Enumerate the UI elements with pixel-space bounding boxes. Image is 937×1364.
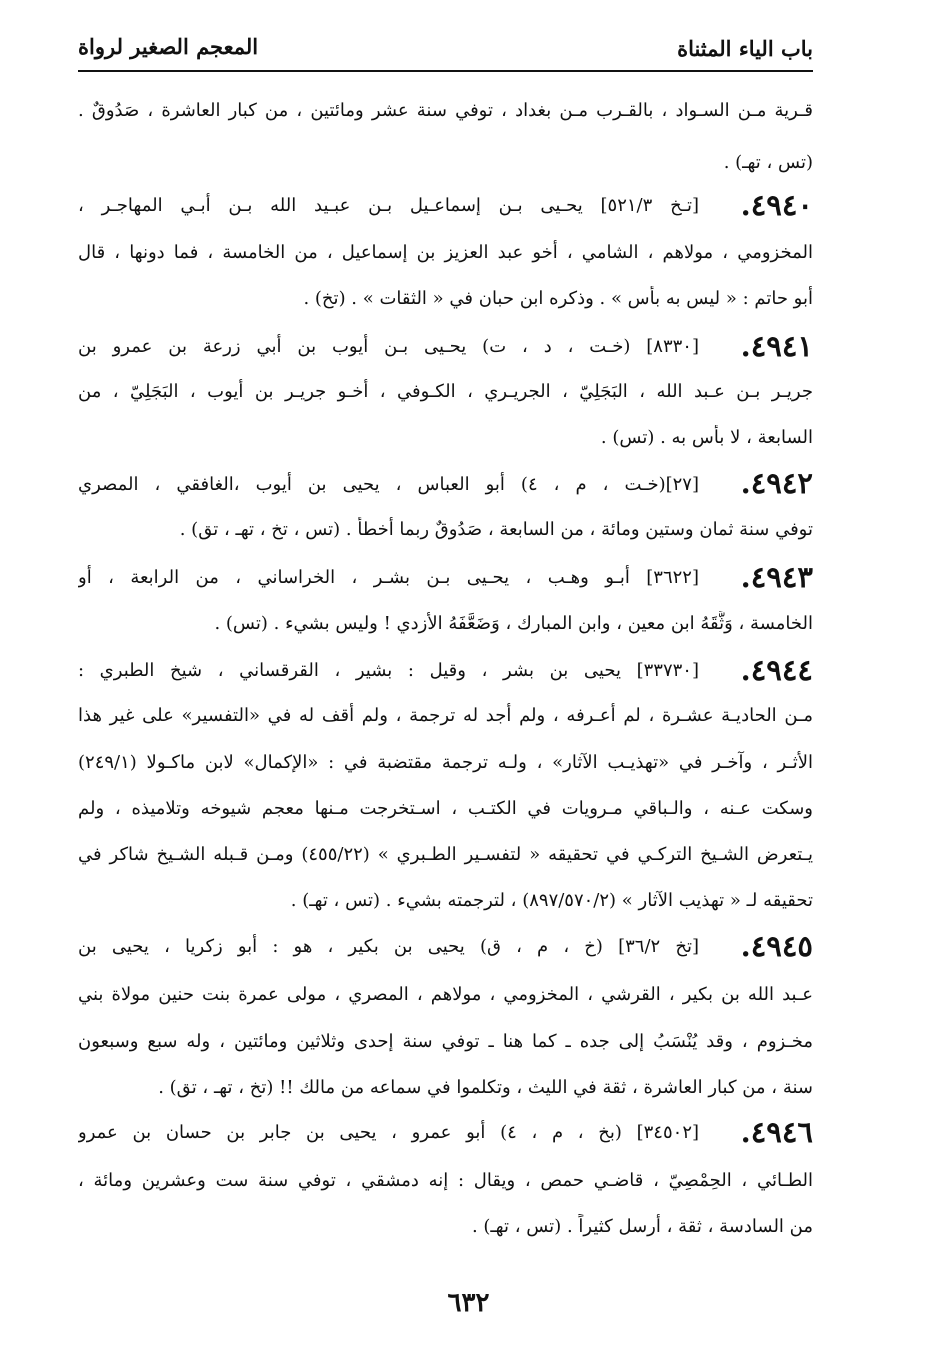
- text-line: جريـر بـن عـبد الله ، البَجَلِيّ ، الجريـري ، الكـوفي ، أخـو جريـر بن أيوب ، البَجَلِيّ ، من: [78, 381, 813, 402]
- text-line: تحقيقه لـ « تهذيب الآثار » (٨٩٧/٥٧٠/٢) ، لترجمته بشيء . (تس ، تهـ) .: [290, 890, 813, 911]
- text-line: الأثـر ، وآخـر في «تهذيـب الآثار» ، ولـه ترجمة مقتضبة في : «الإكمال» لابن ماكـولا (٢٤٩/١): [78, 752, 813, 773]
- text-line: [٨٣٣٠] (خـت ، د ، ت) يحـيى بـن أيوب بن أبي زرعة بن عمرو بن: [78, 336, 699, 357]
- entry-number: ٤٩٤٢.: [740, 466, 813, 500]
- text-line: وسكت عـنه ، والـباقي مـرويات في الكتـب ، اسـتخرجت مـنها معجم شيوخه وتلاميذه ، ولم: [78, 798, 813, 819]
- entry-number: ٤٩٤٠.: [740, 188, 813, 222]
- text-line: الخامسة ، وَثَّقَهُ ابن معين ، وابن المبارك ، وَضَعَّفَهُ الأزدي ! وليس بشيء . (تس) .: [214, 613, 813, 634]
- text-line: (تس ، تهـ) .: [723, 152, 813, 173]
- text-line: يـتعرض الشـيخ التركـي في تحقيقه « لتفسـير الطـبري » (٤٥٥/٢٢) ومـن قـبله الشـيخ شاكر في: [78, 844, 813, 865]
- entry-number: ٤٩٤٣.: [740, 560, 813, 594]
- text-line: الطـائي ، الحِمْصِيّ ، قاضـي حمص ، ويقال : إنه دمشقي ، توفي سنة ست وعشرين ومائة ،: [78, 1170, 813, 1191]
- entry-number: ٤٩٤١.: [740, 329, 813, 363]
- text-line: السابعة ، لا بأس به . (تس) .: [600, 427, 813, 448]
- text-line: أبو حاتم : « ليس به بأس » . وذكره ابن حبان في « الثقات » . (تخ) .: [303, 288, 813, 309]
- entry-number: ٤٩٤٦.: [740, 1115, 813, 1149]
- text-line: [٢٧](خـت ، م ، ٤) أبو العباس ، يحيى بن أيوب ،الغافقي ، المصري: [78, 474, 699, 495]
- entry-number: ٤٩٤٤.: [740, 653, 813, 687]
- text-line: [٣٣٧٣٠] يحيى بن بشر ، وقيل : بشير ، القرقساني ، شيخ الطبري :: [78, 660, 699, 681]
- text-line: توفي سنة ثمان وستين ومائة ، من السابعة ، صَدُوقٌ ربما أخطأ . (تس ، تخ ، تهـ ، تق) .: [179, 519, 813, 540]
- text-line: [٣٤٥٠٢] (بخ ، م ، ٤) أبو عمرو ، يحيى بن جابر بن حسان بن عمرو: [78, 1122, 699, 1143]
- text-line: [تخ ٣٦/٢] (خ ، م ، ق) يحيى بن بكير ، هو : أبو زكريا ، يحيى بن: [78, 936, 699, 957]
- text-line: [تـخ ٥٢١/٣] يحـيى بـن إسماعـيل بـن عبـيد الله بـن أبـي المهاجـر ،: [78, 195, 699, 216]
- page-number: ٦٣٢: [447, 1288, 490, 1318]
- text-line: قـرية مـن السـواد ، بالقـرب مـن بغداد ، توفي سنة عشر ومائتين ، من كبار العاشرة ، صَدُوقٌ .: [78, 100, 813, 121]
- book-title: المعجم الصغير لرواة: [78, 34, 259, 59]
- chapter-title: باب الياء المثناة: [677, 36, 813, 61]
- text-line: سنة ، من كبار العاشرة ، ثقة في الليث ، وتكلموا في سماعه من مالك !! (تخ ، تهـ ، تق) .: [158, 1077, 813, 1098]
- text-line: مخـزوم ، وقد يُنْسَبُ إلى جده ـ كما هنا ـ توفي سنة إحدى وثلاثين ومائتين ، وله سبع وسبعون: [78, 1031, 813, 1052]
- running-header: [78, 30, 813, 72]
- text-line: مـن الحاديـة عشـرة ، لم أعـرفه ، ولم أجد له ترجمة ، ولم أقف له في «التفسير» على غير هذا: [78, 705, 813, 726]
- text-line: [٣٦٢٢] أبـو وهـب ، يحـيى بـن بشـر ، الخراساني ، من الرابعة ، أو: [78, 567, 699, 588]
- text-line: المخزومي ، مولاهم ، الشامي ، أخو عبد العزيز بن إسماعيل ، من الخامسة ، فما دونها ، قال: [78, 242, 813, 263]
- text-line: من السادسة ، ثقة ، أرسل كثيراً . (تس ، تهـ) .: [471, 1216, 813, 1237]
- entry-number: ٤٩٤٥.: [740, 929, 813, 963]
- text-line: عـبد الله بن بكير ، القرشي ، المخزومي ، مولاهم ، المصري ، مولى عمرة بنت حنين مولاة بني: [78, 984, 813, 1005]
